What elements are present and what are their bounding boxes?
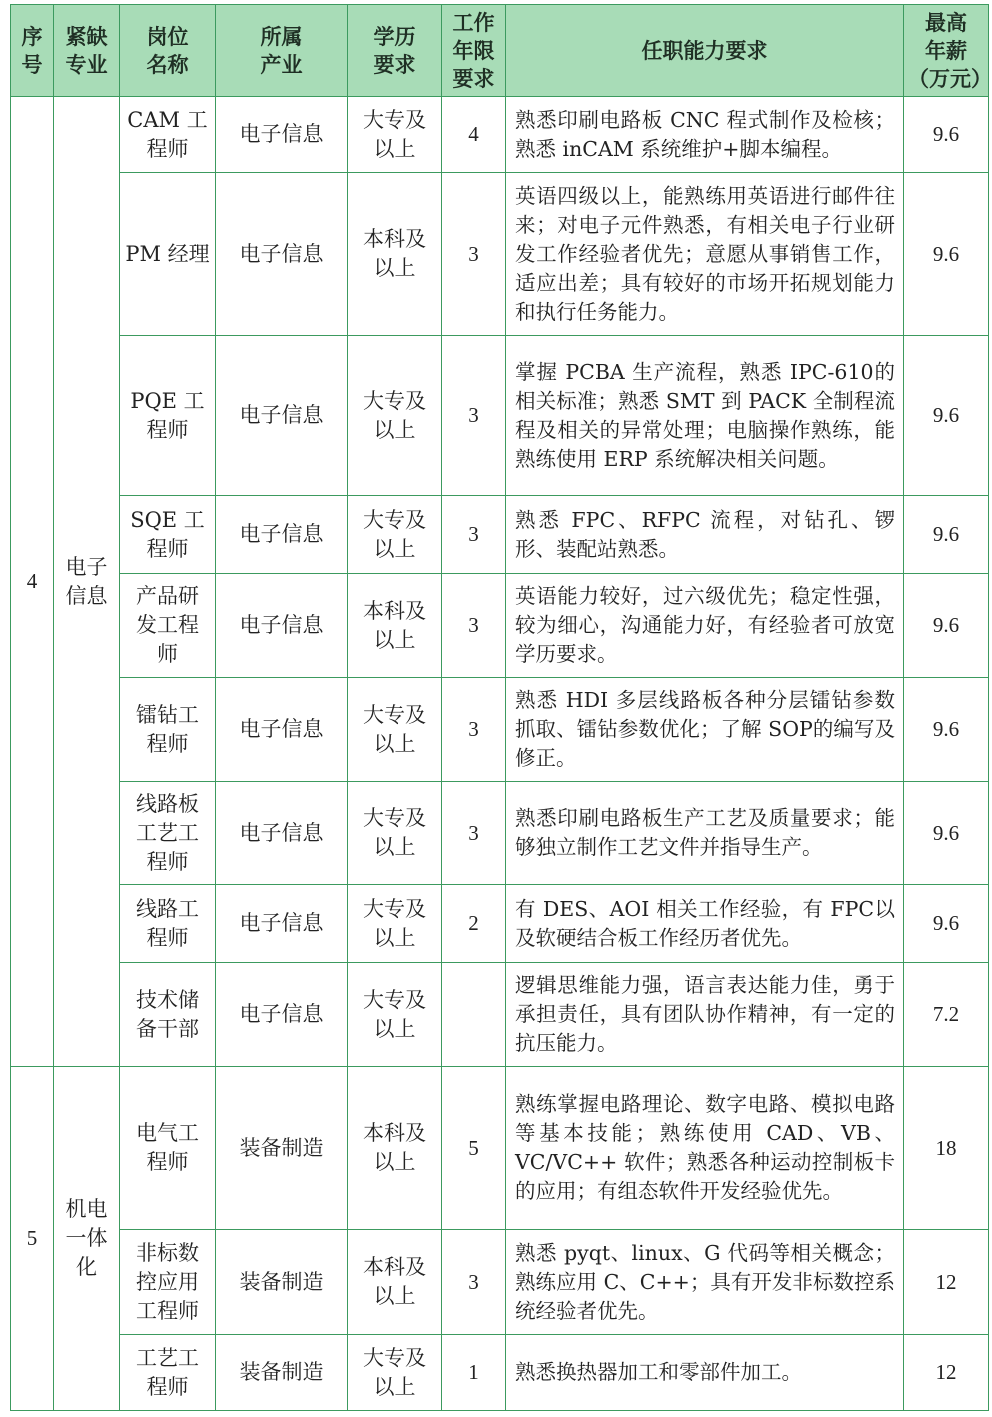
table-row [11, 97, 989, 173]
position-cell: 镭钻工 程师 [120, 678, 216, 782]
years-cell: 3 [442, 496, 506, 574]
table-row [11, 574, 989, 678]
industry-cell: 装备制造 [216, 1067, 348, 1230]
header-years: 工作 年限 要求 [442, 5, 506, 97]
group-major: 机电 一体 化 [54, 1067, 120, 1411]
salary-cell: 12 [904, 1230, 989, 1335]
requirement-cell: 熟悉 pyqt、linux、G 代码等相关概念；熟练应用 C、C++；具有开发非标数控系统经验者优先。 [506, 1230, 904, 1335]
table-row [11, 1335, 989, 1411]
education-cell: 本科及 以上 [348, 1067, 442, 1230]
industry-cell: 电子信息 [216, 97, 348, 173]
education-cell: 大专及 以上 [348, 963, 442, 1067]
requirement-cell: 英语能力较好，过六级优先；稳定性强，较为细心，沟通能力好，有经验者可放宽学历要求。 [506, 574, 904, 678]
position-cell: 技术储 备干部 [120, 963, 216, 1067]
position-cell: 电气工 程师 [120, 1067, 216, 1230]
education-cell: 本科及 以上 [348, 1230, 442, 1335]
years-cell: 1 [442, 1335, 506, 1411]
industry-cell: 电子信息 [216, 574, 348, 678]
requirement-cell: 熟悉印刷电路板 CNC 程式制作及检核；熟悉 inCAM 系统维护+脚本编程。 [506, 97, 904, 173]
position-cell: 非标数 控应用 工程师 [120, 1230, 216, 1335]
position-cell: 工艺工 程师 [120, 1335, 216, 1411]
requirement-cell: 有 DES、AOI 相关工作经验，有 FPC以及软硬结合板工作经历者优先。 [506, 885, 904, 963]
salary-cell: 7.2 [904, 963, 989, 1067]
years-cell: 3 [442, 1230, 506, 1335]
requirement-cell: 逻辑思维能力强，语言表达能力佳，勇于承担责任，具有团队协作精神，有一定的抗压能力。 [506, 963, 904, 1067]
requirement-cell: 熟悉换热器加工和零部件加工。 [506, 1335, 904, 1411]
requirement-cell: 掌握 PCBA 生产流程，熟悉 IPC-610的相关标准；熟悉 SMT 到 PACK 全制程流程及相关的异常处理；电脑操作熟练，能熟练使用 ERP 系统解决相关问题。 [506, 336, 904, 496]
salary-cell: 9.6 [904, 336, 989, 496]
salary-cell: 9.6 [904, 885, 989, 963]
header-salary: 最高 年薪 （万元） [904, 5, 989, 97]
salary-cell: 9.6 [904, 678, 989, 782]
education-cell: 本科及 以上 [348, 574, 442, 678]
industry-cell: 电子信息 [216, 173, 348, 336]
position-cell: SQE 工 程师 [120, 496, 216, 574]
header-requirement: 任职能力要求 [506, 5, 904, 97]
salary-cell: 9.6 [904, 97, 989, 173]
education-cell: 大专及 以上 [348, 782, 442, 885]
position-cell: 线路板 工艺工 程师 [120, 782, 216, 885]
table-row [11, 963, 989, 1067]
header-row [11, 5, 989, 97]
industry-cell: 电子信息 [216, 963, 348, 1067]
salary-cell: 9.6 [904, 782, 989, 885]
industry-cell: 电子信息 [216, 782, 348, 885]
salary-cell: 9.6 [904, 574, 989, 678]
salary-cell: 9.6 [904, 496, 989, 574]
table-row [11, 782, 989, 885]
header-major: 紧缺 专业 [54, 5, 120, 97]
education-cell: 大专及 以上 [348, 1335, 442, 1411]
years-cell: 2 [442, 885, 506, 963]
industry-cell: 电子信息 [216, 496, 348, 574]
job-table [10, 4, 992, 1411]
table-row [11, 885, 989, 963]
years-cell: 5 [442, 1067, 506, 1230]
position-cell: 线路工 程师 [120, 885, 216, 963]
position-cell: PM 经理 [120, 173, 216, 336]
industry-cell: 装备制造 [216, 1230, 348, 1335]
position-cell: 产品研 发工程 师 [120, 574, 216, 678]
industry-cell: 电子信息 [216, 678, 348, 782]
table-row [11, 496, 989, 574]
industry-cell: 电子信息 [216, 885, 348, 963]
position-cell: PQE 工 程师 [120, 336, 216, 496]
education-cell: 大专及 以上 [348, 885, 442, 963]
header-education: 学历 要求 [348, 5, 442, 97]
education-cell: 本科及 以上 [348, 173, 442, 336]
education-cell: 大专及 以上 [348, 678, 442, 782]
table-row [11, 678, 989, 782]
requirement-cell: 熟练掌握电路理论、数字电路、模拟电路等基本技能；熟练使用 CAD、VB、VC/VC++ 软件；熟悉各种运动控制板卡的应用；有组态软件开发经验优先。 [506, 1067, 904, 1230]
table-row [11, 336, 989, 496]
header-position: 岗位 名称 [120, 5, 216, 97]
group-no: 5 [11, 1067, 54, 1411]
years-cell: 3 [442, 336, 506, 496]
table-row [11, 173, 989, 336]
years-cell: 3 [442, 173, 506, 336]
industry-cell: 电子信息 [216, 336, 348, 496]
salary-cell: 18 [904, 1067, 989, 1230]
education-cell: 大专及 以上 [348, 97, 442, 173]
years-cell: 3 [442, 782, 506, 885]
years-cell: 4 [442, 97, 506, 173]
salary-cell: 9.6 [904, 173, 989, 336]
industry-cell: 装备制造 [216, 1335, 348, 1411]
education-cell: 大专及 以上 [348, 336, 442, 496]
years-cell: 3 [442, 574, 506, 678]
requirement-cell: 熟悉印刷电路板生产工艺及质量要求；能够独立制作工艺文件并指导生产。 [506, 782, 904, 885]
header-industry: 所属 产业 [216, 5, 348, 97]
years-cell [442, 963, 506, 1067]
years-cell: 3 [442, 678, 506, 782]
header-no: 序 号 [11, 5, 54, 97]
education-cell: 大专及 以上 [348, 496, 442, 574]
table-row [11, 1230, 989, 1335]
group-no: 4 [11, 97, 54, 1067]
table-row [11, 1067, 989, 1230]
salary-cell: 12 [904, 1335, 989, 1411]
group-major: 电子 信息 [54, 97, 120, 1067]
requirement-cell: 英语四级以上，能熟练用英语进行邮件往来；对电子元件熟悉，有相关电子行业研发工作经验者优先；意愿从事销售工作，适应出差；具有较好的市场开拓规划能力和执行任务能力。 [506, 173, 904, 336]
requirement-cell: 熟悉 FPC、RFPC 流程，对钻孔、锣形、装配站熟悉。 [506, 496, 904, 574]
position-cell: CAM 工 程师 [120, 97, 216, 173]
requirement-cell: 熟悉 HDI 多层线路板各种分层镭钻参数抓取、镭钻参数优化；了解 SOP的编写及修正。 [506, 678, 904, 782]
